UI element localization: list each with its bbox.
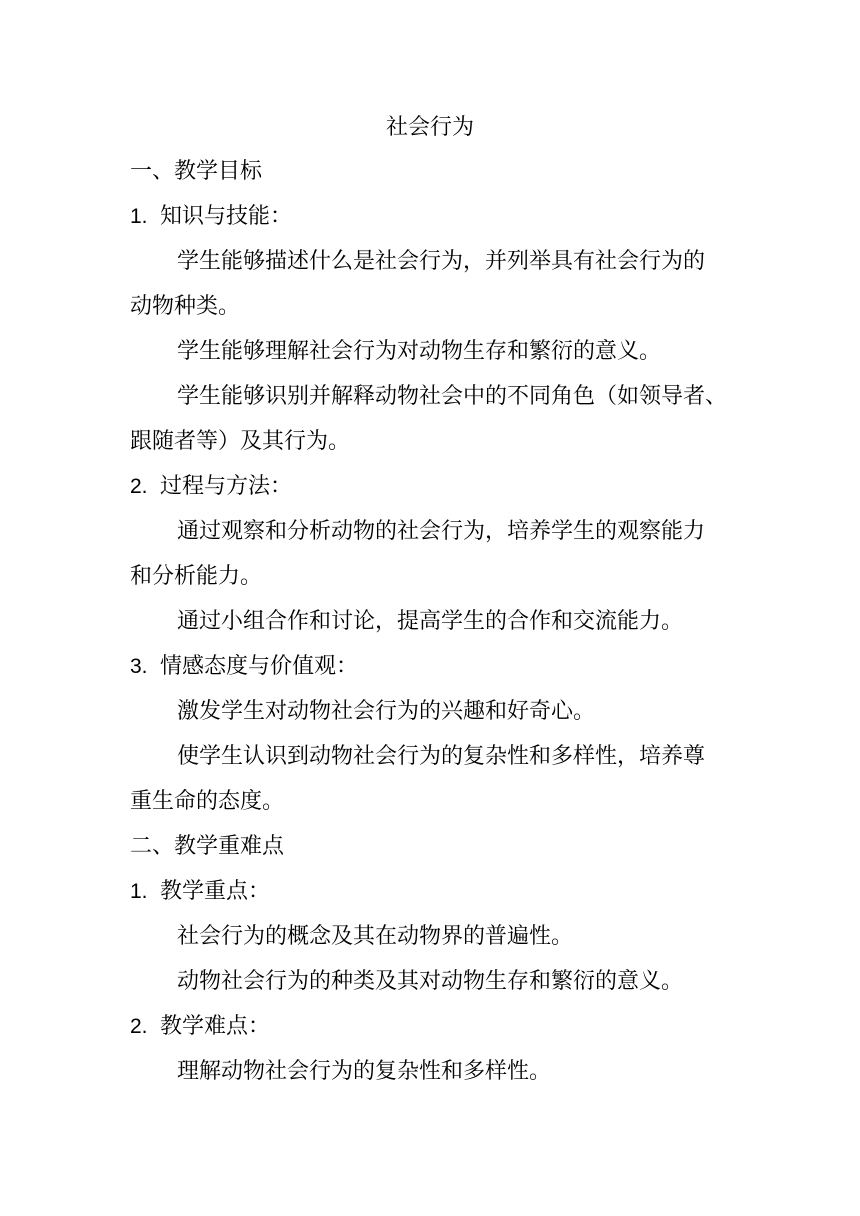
paragraph-text: 理解动物社会行为的复杂性和多样性。: [177, 1059, 552, 1084]
paragraph-text: 动物社会行为的种类及其对动物生存和繁衍的意义。: [177, 969, 684, 994]
section1-item1-heading: [130, 202, 292, 232]
section2-item2-label: 教学难点：: [160, 1014, 271, 1039]
paragraph-text: 跟随者等）及其行为。: [130, 429, 351, 454]
section2-item2-number: 2.: [130, 1015, 148, 1038]
paragraph-text: 和分析能力。: [130, 564, 263, 589]
section1-item2-label: 过程与方法：: [160, 474, 293, 499]
section2-item1-label: 教学重点：: [160, 879, 271, 904]
section2-item1-number: 1.: [130, 880, 148, 903]
paragraph-text: 使学生认识到动物社会行为的复杂性和多样性，培养尊: [177, 744, 706, 769]
paragraph-text: 社会行为的概念及其在动物界的普遍性。: [177, 924, 574, 949]
section1-item3-heading: [130, 652, 358, 682]
section1-item1-number: 1.: [130, 205, 148, 228]
section1-heading: 一、教学目标: [130, 159, 263, 184]
paragraph-text: 通过小组合作和讨论，提高学生的合作和交流能力。: [177, 609, 684, 634]
paragraph-text: 学生能够理解社会行为对动物生存和繁衍的意义。: [177, 339, 662, 364]
section1-item2-heading: [130, 472, 292, 502]
document-title: 社会行为: [385, 115, 474, 140]
section2-item1-heading: [130, 877, 270, 907]
paragraph-text: 重生命的态度。: [130, 789, 285, 814]
section1-item3-label: 情感态度与价值观：: [160, 654, 359, 679]
paragraph-text: 动物种类。: [130, 294, 241, 319]
paragraph-text: 学生能够识别并解释动物社会中的不同角色（如领导者、: [177, 384, 728, 409]
paragraph-text: 通过观察和分析动物的社会行为，培养学生的观察能力: [177, 519, 706, 544]
section1-item3-number: 3.: [130, 655, 148, 678]
section2-heading: 二、教学重难点: [130, 834, 285, 859]
paragraph-text: 学生能够描述什么是社会行为，并列举具有社会行为的: [177, 249, 706, 274]
paragraph-text: 激发学生对动物社会行为的兴趣和好奇心。: [177, 699, 596, 724]
section2-item2-heading: [130, 1012, 270, 1042]
section1-item1-label: 知识与技能：: [160, 204, 293, 229]
section1-item2-number: 2.: [130, 475, 148, 498]
